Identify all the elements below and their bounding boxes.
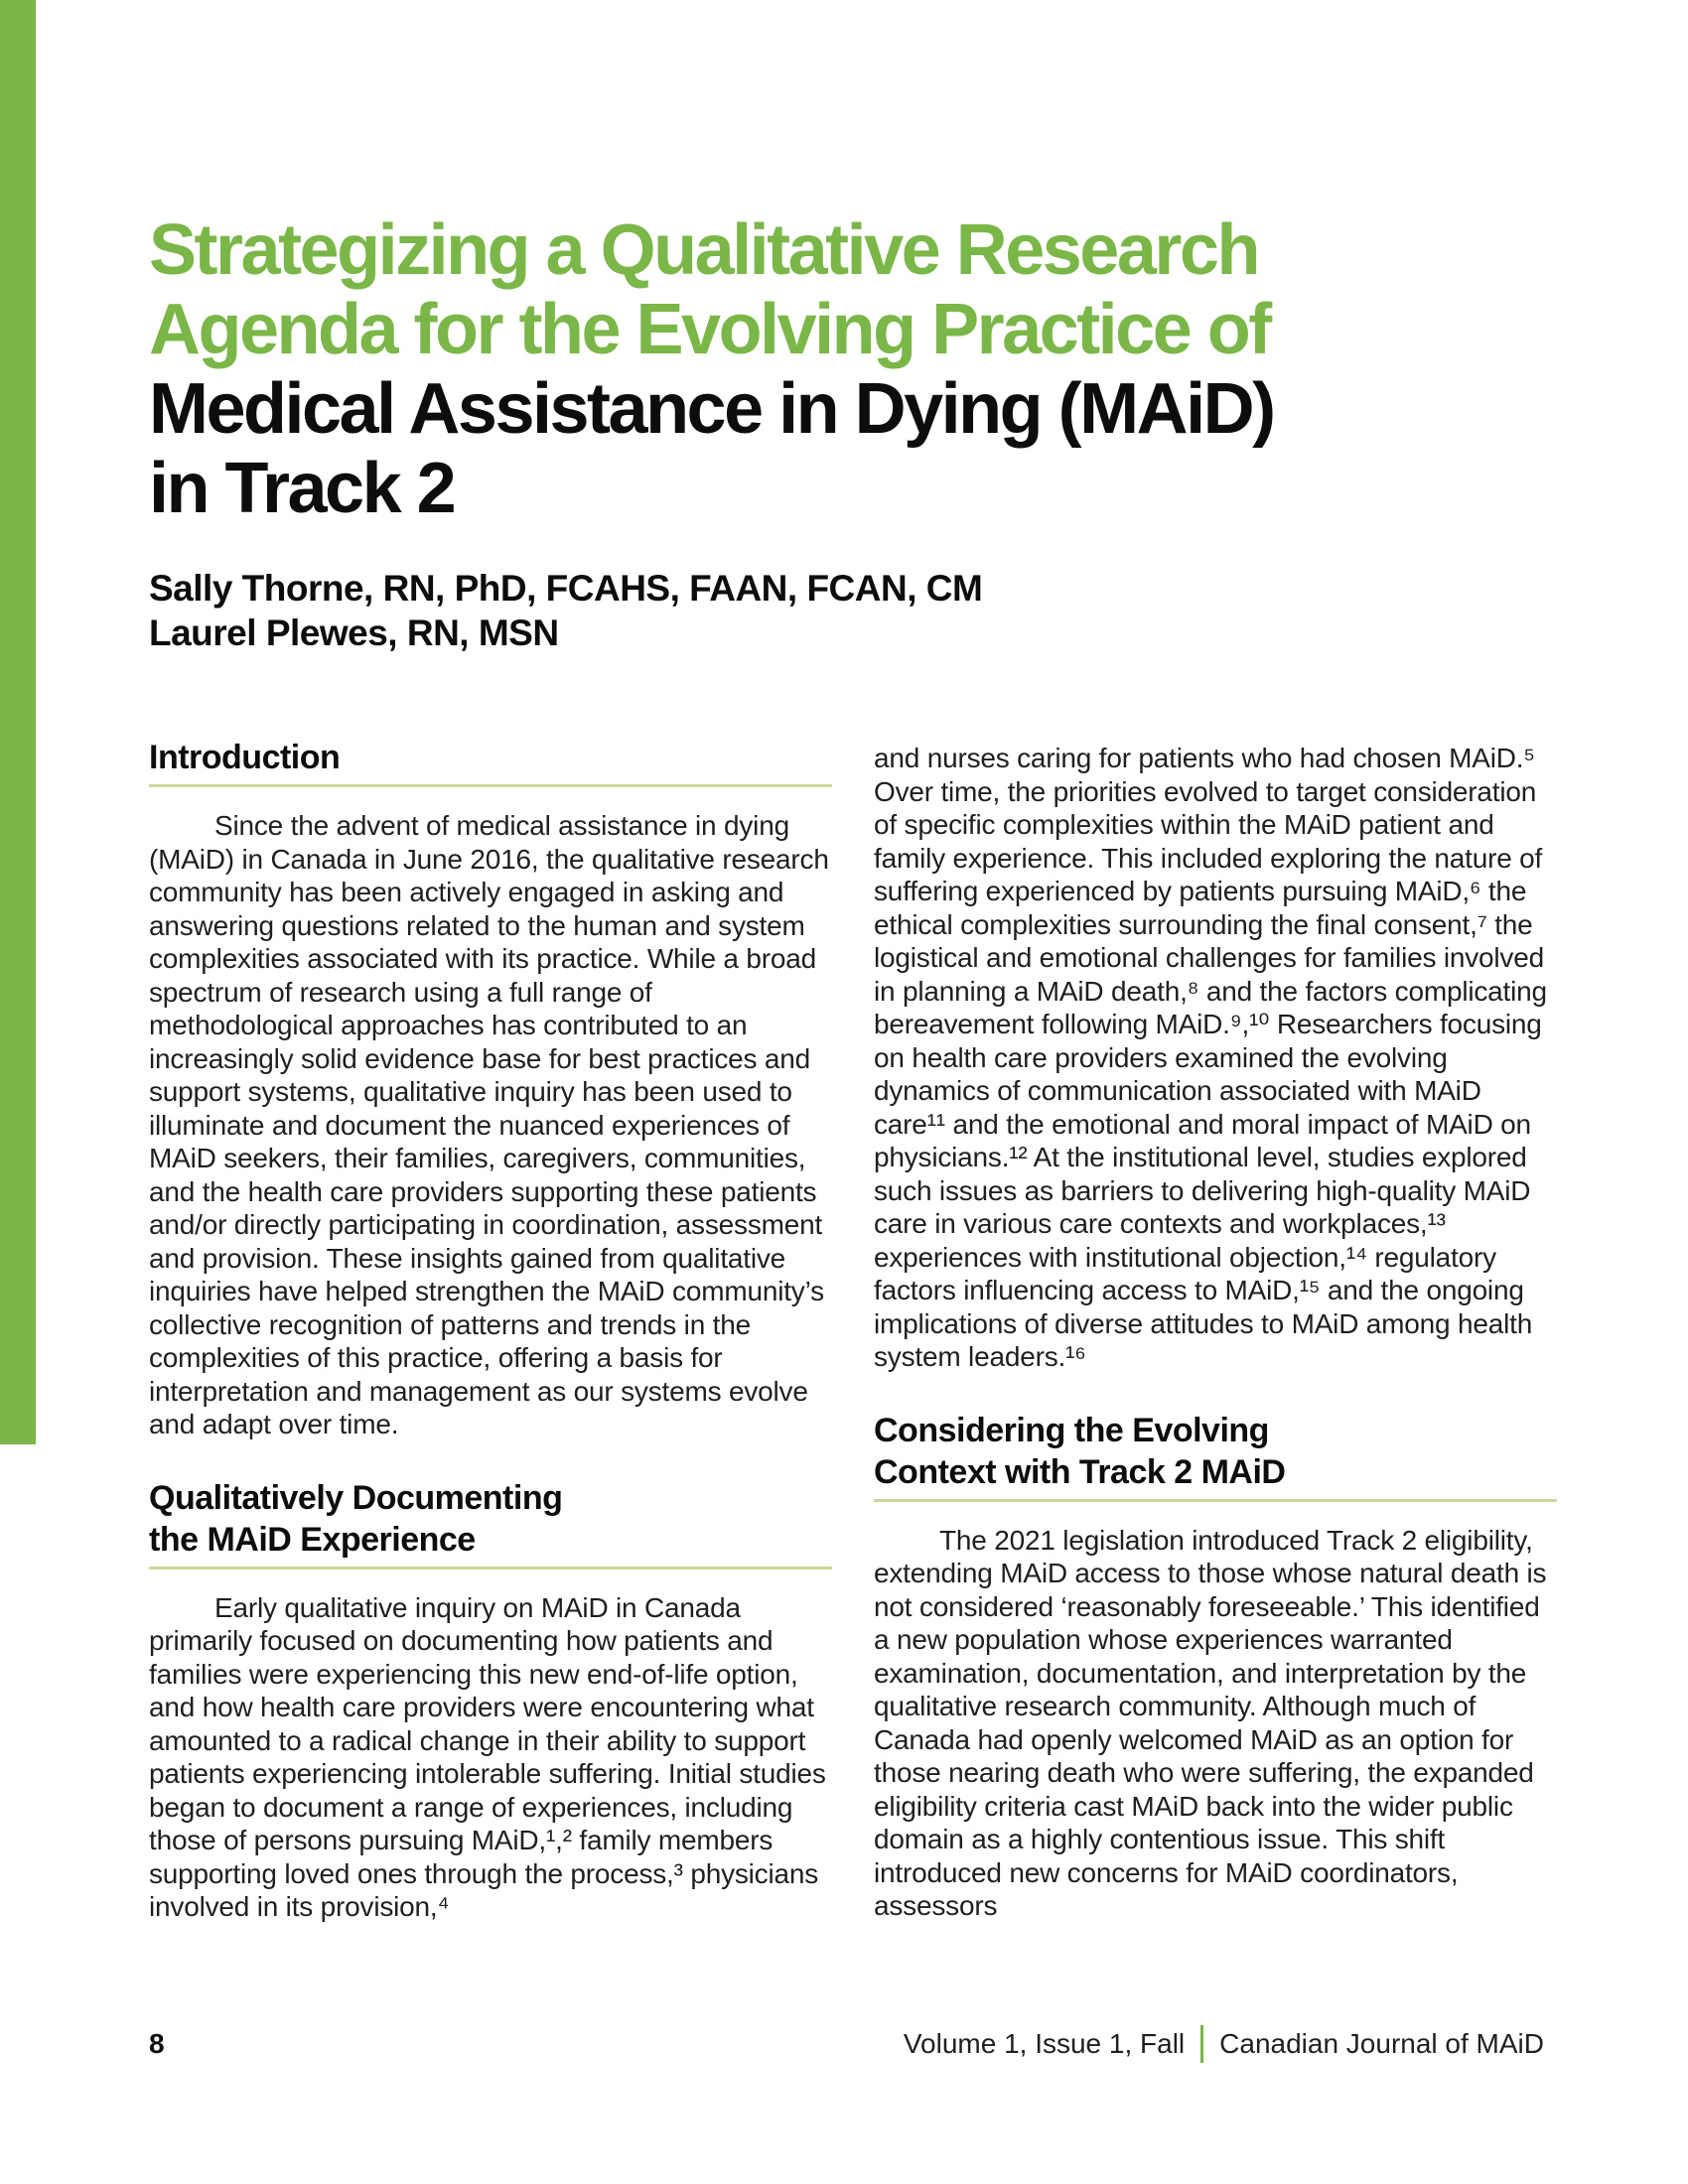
footer-journal-name: Canadian Journal of MAiD [1219, 2028, 1544, 2059]
considering-heading-line-2: Context with Track 2 MAiD [874, 1452, 1286, 1491]
two-column-body [149, 737, 1559, 1924]
qualitatively-documenting-heading [149, 1477, 832, 1570]
footer-issue-text: Volume 1, Issue 1, Fall [903, 2028, 1186, 2059]
considering-heading [874, 1410, 1557, 1502]
left-column [149, 737, 832, 1924]
continuation-paragraph: and nurses caring for patients who had chosen MAiD.⁵ Over time, the priorities evolved to target consideration of specific complexities within the MAiD patient and family experience. This included exploring the nature of suffering experienced by patients pursuing MAiD,⁶ the ethical complexities surrounding the final consent,⁷ the logistical and emotional challenges for families involved in planning a MAiD death,⁸ and the factors complicating bereavement following MAiD.⁹,¹⁰ Researchers focusing on health care providers examined the evolving dynamics of communication associated with MAiD care¹¹ and the emotional and moral impact of MAiD on physicians.¹² At the institutional level, studies explored such issues as barriers to delivering high-quality MAiD care in various care contexts and workplaces,¹³ experiences with institutional objection,¹⁴ regulatory factors influencing access to MAiD,¹⁵ and the ongoing implications of diverse attitudes to MAiD among health system leaders.¹⁶ [874, 743, 1547, 1372]
title-line-1: Strategizing a Qualitative Research [149, 210, 1258, 290]
footer-citation [904, 2025, 1544, 2063]
page-footer [149, 2025, 1544, 2063]
article-title [149, 210, 1559, 528]
introduction-paragraph: Since the advent of medical assistance in dying (MAiD) in Canada in June 2016, the qualitative research community has been actively engaged in asking and answering questions related to the human and system complexities associated with its practice. While a broad spectrum of research using a full range of methodological approaches has contributed to an increasingly solid evidence base for best practices and support systems, qualitative inquiry has been used to illuminate and document the nuanced experiences of MAiD seekers, their families, caregivers, communities, and the health care providers supporting these patients and/or directly participating in coordination, assessment and provision. These insights gained from qualitative inquiries have helped strengthen the MAiD community’s collective recognition of patterns and trends in the complexities of this practice, offering a basis for interpretation and management as our systems evolve and adapt over time. [149, 810, 829, 1439]
left-accent-bar [0, 0, 36, 1444]
considering-paragraph: The 2021 legislation introduced Track 2 eligibility, extending MAiD access to those whose natural death is not considered ‘reasonably foreseeable.’ This identified a new population whose experiences warranted examination, documentation, and interpretation by the qualitative research community. Although much of Canada had openly welcomed MAiD as an option for those nearing death who were suffering, the expanded eligibility criteria cast MAiD back into the wider public domain as a highly contentious issue. This shift introduced new concerns for MAiD coordinators, assessors [874, 1524, 1547, 1921]
qualitatively-heading-line-2: the MAiD Experience [149, 1520, 476, 1559]
footer-divider-bar [1200, 2025, 1203, 2063]
author-block [149, 566, 1559, 655]
introduction-heading [149, 737, 832, 787]
author-1: Sally Thorne, RN, PhD, FCAHS, FAAN, FCAN, CM [149, 568, 983, 609]
considering-heading-line-1: Considering the Evolving [874, 1411, 1269, 1449]
title-line-3: Medical Assistance in Dying (MAiD) [149, 369, 1274, 449]
title-line-2: Agenda for the Evolving Practice of [149, 290, 1270, 369]
introduction-heading-text: Introduction [149, 739, 341, 776]
title-line-4: in Track 2 [149, 449, 455, 528]
author-2: Laurel Plewes, RN, MSN [149, 613, 559, 653]
right-column [874, 737, 1557, 1924]
qualitatively-paragraph: Early qualitative inquiry on MAiD in Canada primarily focused on documenting how patients and families were experiencing this new end-of-life option, and how health care providers were encountering what amounted to a radical change in their ability to support patients experiencing intolerable suffering. Initial studies began to document a range of experiences, including those of persons pursuing MAiD,¹,² family members supporting loved ones through the process,³ physicians involved in its provision,⁴ [149, 1591, 826, 1922]
page-number: 8 [149, 2028, 165, 2059]
qualitatively-heading-line-1: Qualitatively Documenting [149, 1478, 563, 1517]
page-content [149, 0, 1559, 1924]
